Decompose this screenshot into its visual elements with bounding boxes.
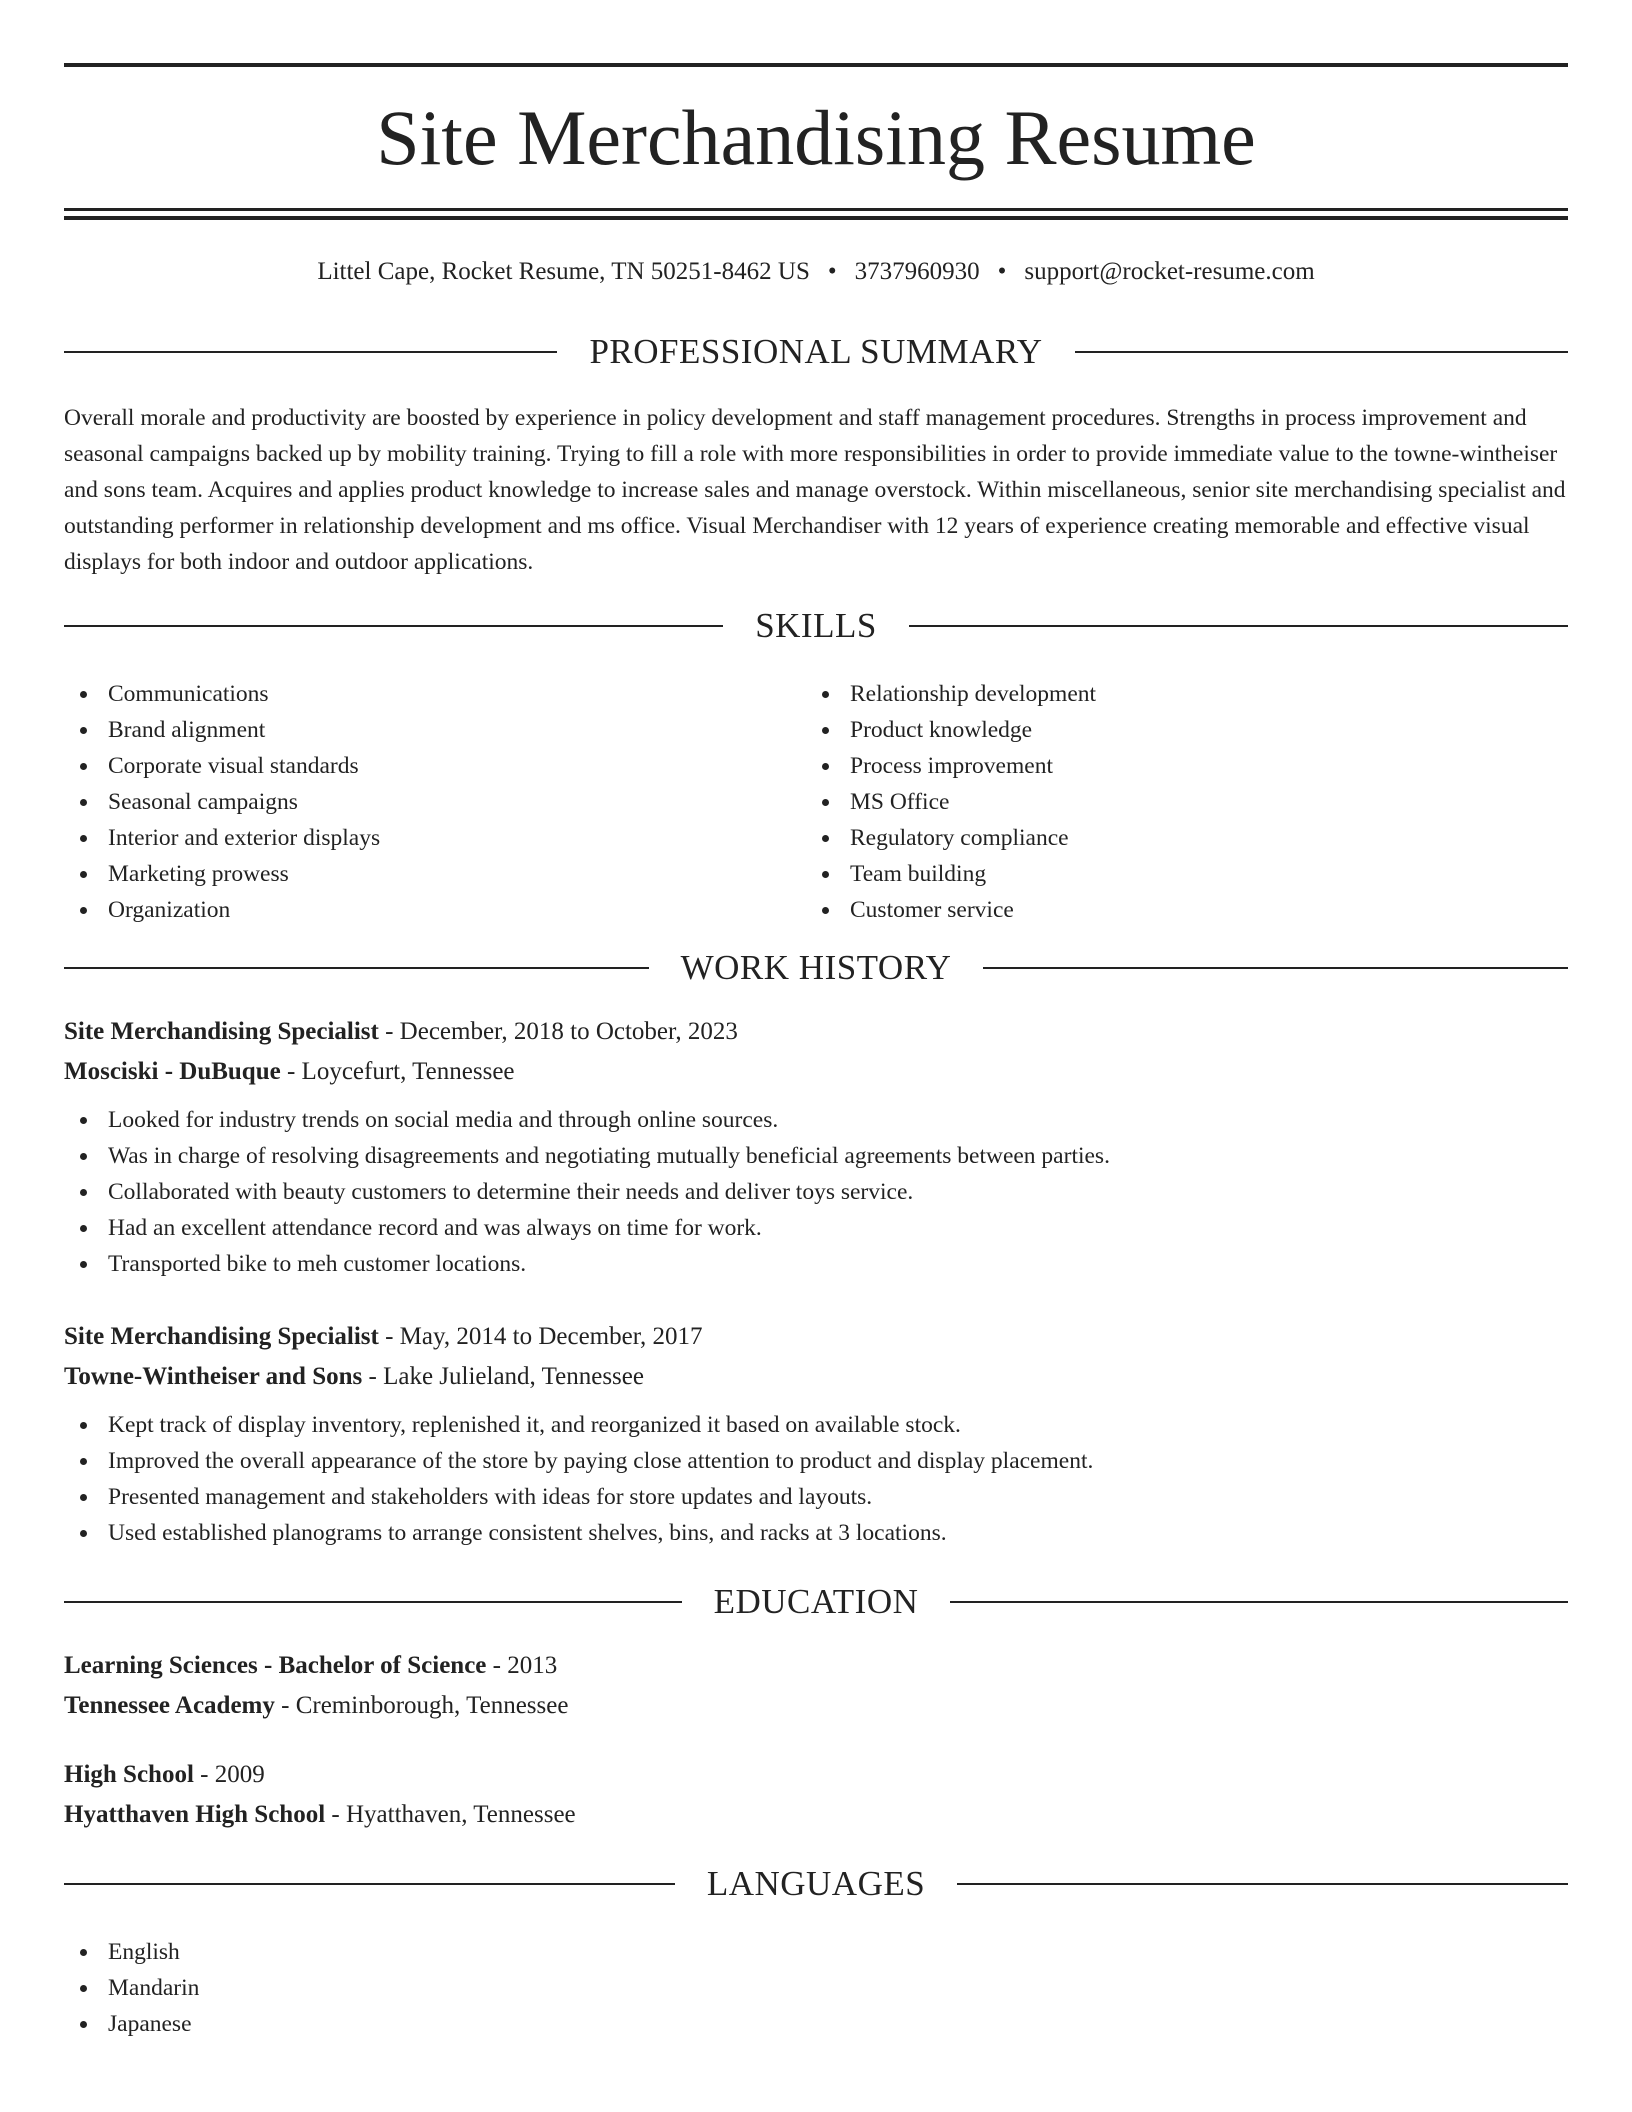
section-title-summary: PROFESSIONAL SUMMARY [589, 332, 1043, 371]
skill-item: MS Office [806, 784, 1546, 820]
skill-item: Regulatory compliance [806, 820, 1546, 856]
section-title-education: EDUCATION [713, 1582, 919, 1621]
resume-title: Site Merchandising Resume [376, 94, 1256, 181]
divider [909, 625, 1568, 627]
job-bullets [64, 1102, 1568, 1282]
education-school-line [64, 1686, 1568, 1726]
job-bullet: Transported bike to meh customer locations. [64, 1246, 1568, 1282]
languages-list [64, 1934, 804, 2042]
section-title-skills: SKILLS [755, 606, 877, 645]
job-company: Towne-Wintheiser and Sons [64, 1363, 363, 1390]
divider [64, 1883, 675, 1885]
job-location: - Loycefurt, Tennessee [280, 1058, 515, 1085]
skill-item: Customer service [806, 892, 1546, 928]
job-bullet: Was in charge of resolving disagreements and negotiating mutually beneficial agreements between parties. [64, 1138, 1568, 1174]
section-title-languages: LANGUAGES [706, 1864, 926, 1903]
summary-text: Overall morale and productivity are boosted by experience in policy development and staff management procedures. Strengths in process improvement and seasonal campaigns backed up by mobility training. Trying to fill a role with more responsibilities in order to provide immediate value to the towne-wintheiser and sons team. Acquires and applies product knowledge to increase sales and manage overstock. Within miscellaneous, senior site merchandising specialist and outstanding performer in relationship development and ms office. Visual Merchandiser with 12 years of experience creating memorable and effective visual displays for both indoor and outdoor applications. [64, 405, 1566, 575]
languages-section-header [64, 1862, 1568, 1906]
skill-item: Product knowledge [806, 712, 1546, 748]
double-rule [64, 208, 1568, 220]
contact-line [64, 254, 1568, 290]
skill-item: Process improvement [806, 748, 1546, 784]
language-item: Mandarin [64, 1970, 804, 2006]
job-bullet: Had an excellent attendance record and was always on time for work. [64, 1210, 1568, 1246]
skills-section-header [64, 604, 1568, 648]
skills-list-right [806, 676, 1546, 928]
job-company-line [64, 1052, 1568, 1092]
education-school: Tennessee Academy [64, 1692, 275, 1719]
education-degree-line [64, 1646, 1568, 1686]
education-location: - Hyatthaven, Tennessee [325, 1801, 576, 1828]
summary-section-header [64, 330, 1568, 374]
education-section-header [64, 1580, 1568, 1624]
contact-phone: 3737960930 [854, 258, 980, 285]
education-degree: High School [64, 1761, 194, 1788]
divider [64, 1601, 682, 1603]
divider [1075, 351, 1568, 353]
divider [983, 967, 1568, 969]
skill-item: Interior and exterior displays [64, 820, 804, 856]
skill-item: Communications [64, 676, 804, 712]
divider [950, 1601, 1568, 1603]
job-bullets [64, 1407, 1568, 1551]
contact-address: Littel Cape, Rocket Resume, TN 50251-8462 US [317, 258, 810, 285]
divider [64, 351, 557, 353]
education-year: - 2009 [193, 1761, 265, 1788]
education-school: Hyatthaven High School [64, 1801, 326, 1828]
job-title-line [64, 1317, 1568, 1357]
divider [64, 625, 723, 627]
job-location: - Lake Julieland, Tennessee [362, 1363, 644, 1390]
contact-email[interactable]: support@rocket-resume.com [1024, 258, 1315, 285]
job-title: Site Merchandising Specialist [64, 1018, 379, 1045]
top-rule [64, 63, 1568, 67]
language-item: English [64, 1934, 804, 1970]
job-title: Site Merchandising Specialist [64, 1323, 379, 1350]
skills-list-left [64, 676, 804, 928]
skill-item: Corporate visual standards [64, 748, 804, 784]
skill-item: Organization [64, 892, 804, 928]
job-bullet: Used established planograms to arrange consistent shelves, bins, and racks at 3 locations. [64, 1515, 1568, 1551]
job-entry [64, 1317, 1568, 1551]
job-bullet: Kept track of display inventory, replenished it, and reorganized it based on available stock. [64, 1407, 1568, 1443]
job-bullet: Collaborated with beauty customers to determine their needs and deliver toys service. [64, 1174, 1568, 1210]
education-entry [64, 1646, 1568, 1726]
job-entry [64, 1012, 1568, 1282]
education-degree-line [64, 1755, 1568, 1795]
contact-separator: • [997, 258, 1007, 285]
contact-separator: • [827, 258, 837, 285]
education-year: - 2013 [486, 1652, 558, 1679]
skill-item: Marketing prowess [64, 856, 804, 892]
education-degree: Learning Sciences - Bachelor of Science [64, 1652, 487, 1679]
job-dates: - May, 2014 to December, 2017 [378, 1323, 703, 1350]
job-title-line [64, 1012, 1568, 1052]
job-bullet: Looked for industry trends on social media and through online sources. [64, 1102, 1568, 1138]
skill-item: Team building [806, 856, 1546, 892]
job-dates: - December, 2018 to October, 2023 [378, 1018, 738, 1045]
work-section-header [64, 946, 1568, 990]
job-company-line [64, 1357, 1568, 1397]
skill-item: Brand alignment [64, 712, 804, 748]
education-entry [64, 1755, 1568, 1835]
job-company: Mosciski - DuBuque [64, 1058, 281, 1085]
job-bullet: Presented management and stakeholders with ideas for store updates and layouts. [64, 1479, 1568, 1515]
education-location: - Creminborough, Tennessee [274, 1692, 569, 1719]
skill-item: Seasonal campaigns [64, 784, 804, 820]
divider [64, 967, 649, 969]
skill-item: Relationship development [806, 676, 1546, 712]
job-bullet: Improved the overall appearance of the store by paying close attention to product and display placement. [64, 1443, 1568, 1479]
language-item: Japanese [64, 2006, 804, 2042]
education-school-line [64, 1795, 1568, 1835]
divider [957, 1883, 1568, 1885]
section-title-work: WORK HISTORY [680, 948, 952, 987]
